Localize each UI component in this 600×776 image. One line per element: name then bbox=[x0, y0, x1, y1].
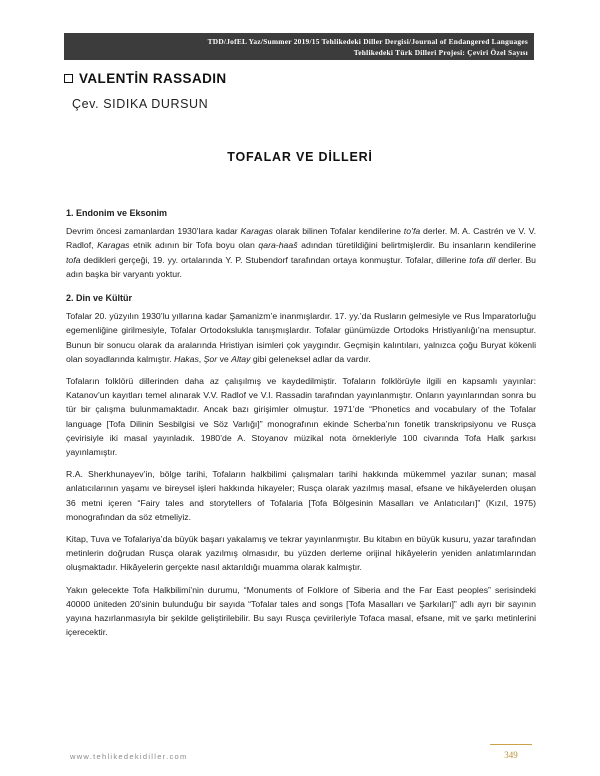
italic-term: Hakas bbox=[174, 353, 199, 364]
text-run: adından türetildiğini belirtmişlerdir. Bu insanların kendilerine bbox=[297, 240, 536, 251]
text-run: derler. Bu adın başka bir varyantı yoktur. bbox=[66, 254, 536, 279]
italic-term: qara-haaš bbox=[258, 240, 298, 251]
text-run: Tofalar 20. yüzyılın 1930’lu yıllarına kadar Şamanizm’e inanmışlardır. 17. yy.’da Rusların gelmesiyle ve Rus İmparatorluğu egemenliğine girilmesiyle, Tofalar Ortodokslukla tanışmışlardır. Tofalar günümüzde Ortodoks Hristiyanlığı’na mensuptur. Bunun bir sonucu olarak da aralarında Hristiyan isimleri çok yaygındır. Geçmişin kalıntıları, yalnızca çoğu Buryat kökenli olan soyadlarında kalmıştır. bbox=[66, 311, 536, 364]
text-run: ve bbox=[217, 353, 232, 364]
section-2-paragraph-3: R.A. Sherkhunayev’in, bölge tarihi, Tofaların halkbilimi çalışmaları tarihi hakkında mükemmel yazılar sunan; masal anlatıcılarının yaşamı ve bireysel işleri hakkında hikayeler; Rusça olarak yazılmış masal, efsane ve hikâyelerden oluşan 36 metni içeren “Fairy tales and storytellers of Tofalaria [Tofa Bölgesinin Masalları ve Anlatıcıları]” (Kızıl, 1975) monografından da söz etmeliyiz. bbox=[66, 469, 536, 522]
journal-header-band bbox=[64, 33, 534, 60]
article-title: TOFALAR VE DİLLERİ bbox=[227, 150, 373, 164]
section-2-paragraph-5: Yakın gelecekte Tofa Halkbilimi’nin durumu, “Monuments of Folklore of Siberia and the Far East peoples” serisindeki 40000 üniteden 20’sinin bulunduğu bir sayıda “Tofalar tales and songs [Tofa Masalları ve Şarkıları]” adlı ayrı bir sayının yayına hazırlanmasıyla bir şekilde geliştirilebilir. Bu sayı Rusça çevirileriyle Tofaca masal, efsane, mit ve şarkı metinlerini içerecektir. bbox=[66, 584, 536, 638]
journal-header-line-1: TDD/JofEL Yaz/Summer 2019/15 Tehlikedeki Diller Dergisi/Journal of Endangered Languages bbox=[207, 37, 528, 46]
footer-website-link[interactable]: www.tehlikedekidiller.com bbox=[70, 752, 188, 761]
translator-name: Çev. SIDIKA DURSUN bbox=[72, 97, 209, 111]
section-1-paragraph bbox=[66, 224, 536, 281]
italic-term: Altay bbox=[231, 353, 251, 364]
checkbox-icon bbox=[64, 74, 73, 83]
section-2-heading: 2. Din ve Kültür bbox=[66, 293, 133, 303]
text-run: derler. M. A. Castrén ve V. V. Radlof, bbox=[66, 226, 537, 251]
text-run: etnik adının bir Tofa boyu olan bbox=[129, 240, 259, 251]
page-number: 349 bbox=[504, 750, 518, 760]
section-2-paragraph-4: Kitap, Tuva ve Tofalariya’da büyük başarı yakalamış ve tekrar yayınlanmıştır. Bu kitabın en büyük kusuru, yazar tarafından metinlerin doğrudan Rusça olarak yazılmış olmasıdır, bu yüzden derleme orijinal hikâyelerin yeniden anlatımlarından oluşmaktadır. Hikâyelerin gerçekte nasıl aktarıldığı muamma olarak kalmıştır. bbox=[66, 534, 536, 573]
section-2 bbox=[66, 291, 536, 639]
text-run: Devrim öncesi zamanlardan 1930’lara kadar bbox=[66, 226, 241, 237]
text-run: dedikleri gerçeği, 19. yy. ortalarında Y. P. Stubendorf tarafından ortaya konmuştur. Tofalar, dillerine bbox=[80, 254, 470, 265]
author-name bbox=[64, 71, 227, 86]
italic-term: to’fa bbox=[403, 226, 421, 237]
italic-term: Karagas bbox=[97, 240, 130, 251]
journal-header-line-2: Tehlikedeki Türk Dilleri Projesi: Çeviri Özel Sayısı bbox=[353, 48, 528, 57]
italic-term: tofa dil bbox=[469, 254, 496, 265]
page-number-box bbox=[490, 744, 532, 759]
section-1 bbox=[66, 206, 536, 281]
italic-term: Karagas bbox=[240, 226, 273, 237]
section-2-paragraph-1 bbox=[66, 309, 536, 366]
italic-term: Şor bbox=[203, 353, 218, 364]
text-run: olarak bilinen Tofalar kendilerine bbox=[272, 226, 404, 237]
text-run: gibi geleneksel adlar da vardır. bbox=[250, 353, 371, 364]
section-1-heading: 1. Endonim ve Eksonim bbox=[66, 208, 168, 218]
text-run: , bbox=[198, 353, 204, 364]
italic-term: tofa bbox=[66, 254, 81, 265]
section-2-paragraph-2: Tofaların folklörü dillerinden daha az çalışılmış ve kaydedilmiştir. Tofaların folklörüyle ilgili en kapsamlı yayınlar: Katanov’un kayıtları temel alınarak V.V. Radlof ve V.I. Rassadin tarafından yayınlanmıştır. Onların yayınlarından sonra bu tür bir çalışma bulunmamaktadır. Ancak bazı girişimler olmuştur. 1971’de “Phonetics and vocabulary of the Tofalar language [Tofa Dilinin Sesbilgisi ve Söz Varlığı]” monografının ekinde Scherba’nın fonetik transkripsiyonu ve Rusça çevirisiyle iki masal yayınladık. 1980’de A. Stoyanov müzikal nota örnekleriyle 100 civarında Tofa Halk şarkısı yayınlamıştır. bbox=[66, 376, 536, 458]
author-name-text: VALENTİN RASSADIN bbox=[79, 71, 227, 86]
